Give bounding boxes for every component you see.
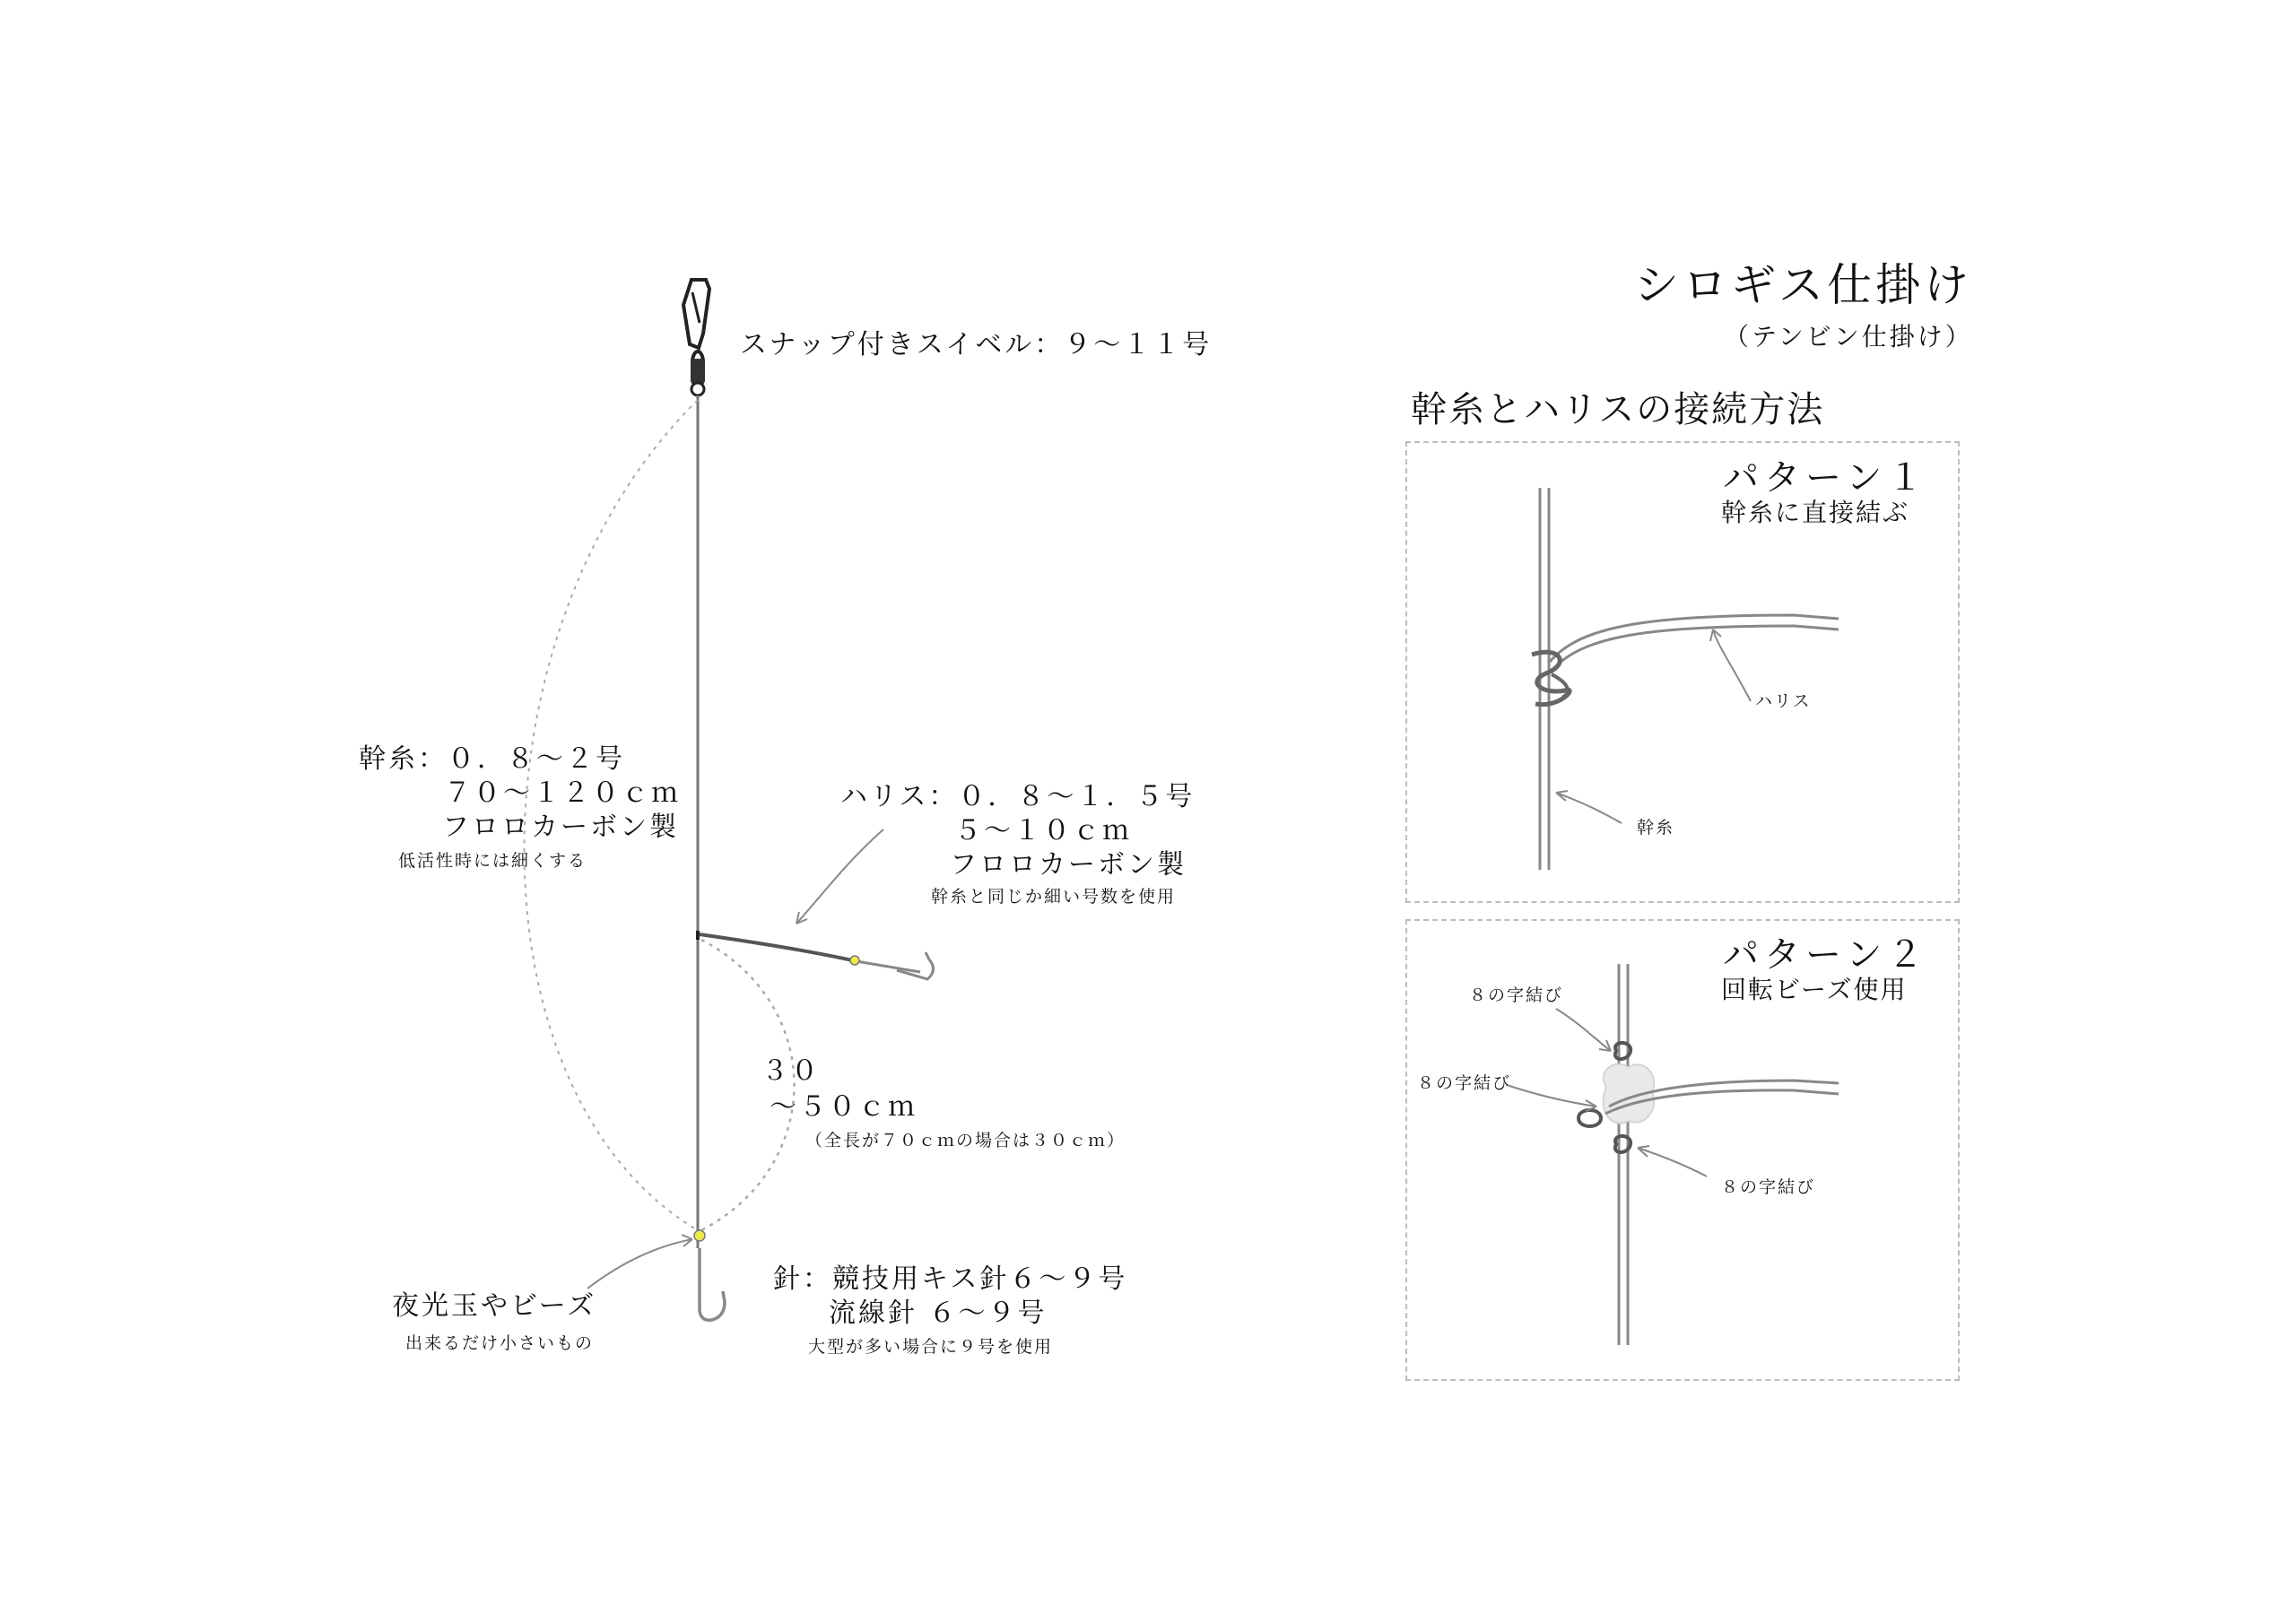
page-title: シロギス仕掛け — [1634, 259, 1972, 311]
main-line-note: 低活性時には細くする — [398, 851, 587, 871]
branch-hook — [897, 952, 934, 979]
main-line-spec: 幹糸：０．８～２号 — [359, 743, 625, 775]
snap-swivel — [683, 280, 709, 395]
branch-leader — [698, 931, 934, 979]
leader-bead — [850, 956, 859, 965]
swivel-label: スナップ付きスイベル：９～１１号 — [740, 329, 1213, 360]
bead-note: 出来るだけ小さいもの — [405, 1333, 595, 1353]
page-subtitle: （テンビン仕掛け） — [1724, 322, 1973, 352]
bead-pointer-arrow — [587, 1239, 692, 1289]
pattern1-title: パターン１ — [1723, 457, 1929, 499]
connection-heading: 幹糸とハリスの接続方法 — [1411, 389, 1825, 430]
spacing-range: ～５０ｃｍ — [770, 1091, 918, 1123]
pattern2-knot-label-middle: ８の字結び — [1417, 1073, 1512, 1093]
leader-spec: ハリス：０．８～１．５号 — [840, 781, 1196, 812]
main-line-length: ７０～１２０ｃｍ — [444, 777, 681, 809]
hook-note: 大型が多い場合に９号を使用 — [808, 1337, 1054, 1357]
pattern2-subtitle: 回転ビーズ使用 — [1721, 975, 1908, 1004]
leader-note: 幹糸と同じか細い号数を使用 — [931, 887, 1177, 907]
leader-length: ５～１０ｃｍ — [954, 815, 1132, 846]
pattern1-subtitle: 幹糸に直接結ぶ — [1721, 498, 1910, 527]
hook-spec: 針：競技用キス針６～９号 — [773, 1263, 1128, 1295]
pattern2-title: パターン２ — [1723, 934, 1929, 976]
end-hook — [700, 1248, 725, 1320]
spacing-value: ３０ — [761, 1055, 821, 1087]
bead-label: 夜光玉やビーズ — [392, 1290, 597, 1322]
leader-material: フロロカーボン製 — [950, 849, 1187, 881]
pattern2-knot-label-top: ８の字結び — [1469, 985, 1564, 1005]
pattern1-main-label: 幹糸 — [1637, 818, 1675, 838]
main-line-material: フロロカーボン製 — [442, 812, 679, 843]
pattern1-leader-label: ハリス — [1755, 691, 1812, 711]
pattern2-knot-label-bottom: ８の字結び — [1721, 1177, 1816, 1197]
spacing-note: （全長が７０ｃｍの場合は３０ｃｍ） — [805, 1131, 1126, 1150]
leader-pointer-arrow — [796, 829, 883, 924]
hook-alt: 流線針 ６～９号 — [829, 1298, 1048, 1329]
glow-bead — [694, 1230, 705, 1241]
